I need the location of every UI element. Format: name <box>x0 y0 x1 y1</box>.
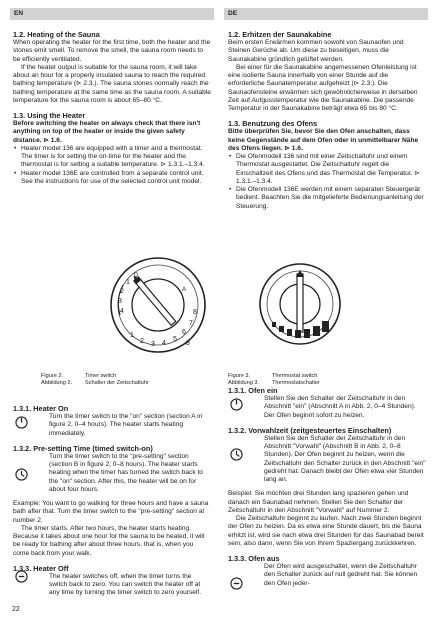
svg-text:1: 1 <box>126 279 130 286</box>
section-1-2-title-de: 1.2. Erhitzen der Saunakabine <box>228 30 332 39</box>
section-1-3-title-de: 1.3. Benutzung des Ofens <box>228 119 318 129</box>
section-1-3-2-example-de: Beispiel: Sie möchten drei Stunden lang spazieren gehen und danach ein Saunabad nehmen. Stellen Sie den Schalter der Zeitschaltuhr in den Abschnitt "Vorwahl" auf Nummer 2. <box>228 490 409 514</box>
section-1-3-title: 1.3. Using the Heater <box>13 111 86 120</box>
svg-text:3: 3 <box>151 341 155 348</box>
figure-2-caption <box>41 373 149 386</box>
figure-2-number: Figure 2. <box>41 373 64 379</box>
svg-text:A: A <box>182 287 187 293</box>
right-column-bottom <box>228 386 426 588</box>
svg-text:2: 2 <box>140 338 144 345</box>
section-1-3-1-title-de: 1.3.1. Ofen ein <box>228 386 278 395</box>
section-1-3-1-text-de: Stellen Sie den Schalter der Zeitschaltuhr in den Abschnitt "ein" (Abschnitt A in Abb. 2, 0–4 Stunden). Der Ofen beginnt sofort zu heizen. <box>264 395 416 419</box>
section-1-3-3-title: 1.3.3. Heater Off <box>13 563 69 573</box>
section-1-3-2-example-2: The timer starts. After two hours, the heater starts heating. Because it takes about one hour for the sauna to be heated, it will be ready for bathing after about three hours, that is, when you come back from your walk. <box>13 524 205 557</box>
section-1-3-1-text: Turn the timer switch to the "on" section (section A in figure 2, 0–4 hours). The heater starts heating immediately. <box>49 413 203 437</box>
safety-warning: Before switching the heater on always check that there isn't anything on top of the heater or inside the given safety distance. ⊳ 1.6. <box>13 120 201 144</box>
svg-text:5: 5 <box>173 336 177 343</box>
svg-text:4: 4 <box>120 308 124 315</box>
section-1-3-3-text: The heater switches off, when the timer turns the switch back to zero. You can switch the heater off at any time by turning the timer switch to zero yourself. <box>49 572 202 597</box>
section-1-2-paragraph-2-de: Bei einer für die Saunakabine angemessenen Ofenleistung ist eine isolierte Sauna innerhalb von einer Stunde auf die erforderliche Saunatemperatur aufgeheizt (⊳ 2.3.). Die Saunaofensteine erwärmen sich gewöhnlicherweise in derselben Zeit auf Aufgusstemperatur wie die Saunakabine. Die passende Temperatur in der Saunakabine beträgt etwa 65 bis 80 °C. <box>228 63 418 112</box>
left-column-bottom <box>13 404 211 598</box>
svg-text:3: 3 <box>118 298 122 305</box>
thermostat-dial-icon <box>250 260 350 346</box>
list-item: • Die Ofenmodell 136 sind mit einer Zeitschaltuhr und einem Thermostat ausgestattet. Die Zeitschaltuhr regelt die Einschaltzeit des Ofens und das Thermostat die Temperatur. ⊳ 1.3.1.–1.3.4. <box>236 153 426 186</box>
page-number: 22 <box>12 606 20 613</box>
section-1-2-title: 1.2. Heating of the Sauna <box>13 30 100 39</box>
section-1-2-paragraph-2: If the heater output is suitable for the sauna room, it will take about an hour for a properly insulated sauna to reach the required bathing temperature (⊳ 2.3.). The sauna stones normally reach the bathing temperature at the same time as the sauna room. A suitable temperature for the sauna room is about 65–80 °C. <box>13 63 211 104</box>
figure-2-label-de: Schalter der Zeitschaltuhr <box>85 379 149 386</box>
section-1-3-2-example-2-de: Die Zeitschaltuhr beginnt zu laufen. Nach zwei Stunden beginnt der Ofen zu heizen. Da es etwa eine Stunde dauert, bis die Sauna erhitzt ist, wird sie nach etwa drei Stunden für das Saunabad bereit sein, also dann, wenn Sie von Ihrem Spaziergang zurückkehren. <box>228 515 424 547</box>
figure-3-number-de: Abbildung 3. <box>228 379 260 386</box>
section-1-3-2-title-de: 1.3.2. Vorwahlzeit (zeitgesteuertes Einschalten) <box>228 425 392 435</box>
power-off-icon <box>15 570 28 583</box>
svg-text:B: B <box>186 341 191 347</box>
preset-time-icon <box>15 468 28 481</box>
section-1-2-paragraph-1: When operating the heater for the first time, both the heater and the stones emit smell. To remove the smell, the sauna room needs to be efficiently ventilated. <box>13 39 211 63</box>
figure-3-caption <box>228 373 320 386</box>
svg-text:0: 0 <box>134 272 138 279</box>
power-off-icon <box>230 577 243 590</box>
svg-text:2: 2 <box>120 288 124 295</box>
list-item: • Heater model 136E are controlled from a separate control unit. See the instructions for use of the selected control unit model. <box>21 170 211 187</box>
list-item: • Heater model 136 are equipped with a timer and a thermostat. The timer is for setting the on-time for the heater and the thermostat is for setting a suitable temperature. ⊳ 1.3.1.–1.3.4. <box>21 145 211 170</box>
section-1-3-1-title: 1.3.1. Heater On <box>13 404 69 413</box>
figure-2-number-de: Abbildung 2. <box>41 379 73 386</box>
preset-time-icon <box>230 448 243 461</box>
figure-3-number: Figure 3. <box>228 373 251 379</box>
list-item: • Die Ofenmodell 136E werden mit einem separaten Steuergerät bedient. Beachten Sie die mitgelieferte Bedienungsanleitung der Steuerung. <box>236 186 426 211</box>
heater-model-list-de <box>228 153 426 211</box>
section-1-3-2-example: Example: You want to go walking for three hours and have a sauna bath after that. Turn the timer switch to the "pre-setting" section at number 2. <box>13 500 209 524</box>
section-1-3-3-text-de: Der Ofen wird ausgeschaltet, wenn die Zeitschaltuhr den Schalter zurück auf null gedreht hat. Sie können den Ofen jeder- <box>264 563 418 587</box>
svg-text:7: 7 <box>189 320 193 327</box>
figure-2-label: Timer switch <box>85 373 117 379</box>
language-tag-en: EN <box>10 8 214 20</box>
power-on-icon <box>15 416 28 429</box>
heater-model-list <box>13 145 211 186</box>
right-column-top <box>228 30 426 211</box>
figure-3-label: Thermostat switch <box>272 373 318 379</box>
svg-text:1: 1 <box>130 332 134 339</box>
safety-warning-de: Bitte überprüfen Sie, bevor Sie den Ofen anschalten, dass keine Gegenstände auf dem Ofen oder in unmittelbarer Nähe des Ofens liegen. ⊳ 1.6. <box>228 128 419 152</box>
section-1-3-3-title-de: 1.3.3. Ofen aus <box>228 554 280 563</box>
language-tag-de: DE <box>224 8 428 20</box>
section-1-3-2-text: Turn the timer switch to the "pre-setting" section (section B in figure 2, 0–8 hours). The heater starts heating when the timer has turned the switch back to the "on" section. After this, the heater will be on for about four hours. <box>49 452 203 493</box>
timer-dial-icon <box>98 255 218 355</box>
section-1-3-2-title: 1.3.2. Pre-setting Time (timed switch-on) <box>13 443 153 453</box>
section-1-2-paragraph-1-de: Beim ersten Erwärmen kommen sowohl von Saunaofen und Steinen Gerüche ab. Um diese zu beseitigen, muss die Saunakabine gründlich gelüftet werden. <box>228 39 404 63</box>
svg-text:6: 6 <box>182 329 186 336</box>
svg-text:4: 4 <box>162 340 166 347</box>
svg-text:8: 8 <box>193 309 197 316</box>
figure-3-label-de: Thermostatschalter <box>272 379 320 386</box>
power-on-icon <box>230 398 243 411</box>
section-1-3-2-text-de: Stellen Sie den Schalter der Zeitschaltuhr in den Abschnitt "Vorwahl" (Abschnitt B in Abb. 2, 0–8 Stunden). Der Ofen beginnt zu heizen, wenn die Zeitschaltuhr den Schalter zurück in den Abschnitt "ein" gedreht hat. Danach bleibt der Ofen etwa vier Stunden lang an. <box>264 434 426 483</box>
left-column-top <box>13 30 211 186</box>
